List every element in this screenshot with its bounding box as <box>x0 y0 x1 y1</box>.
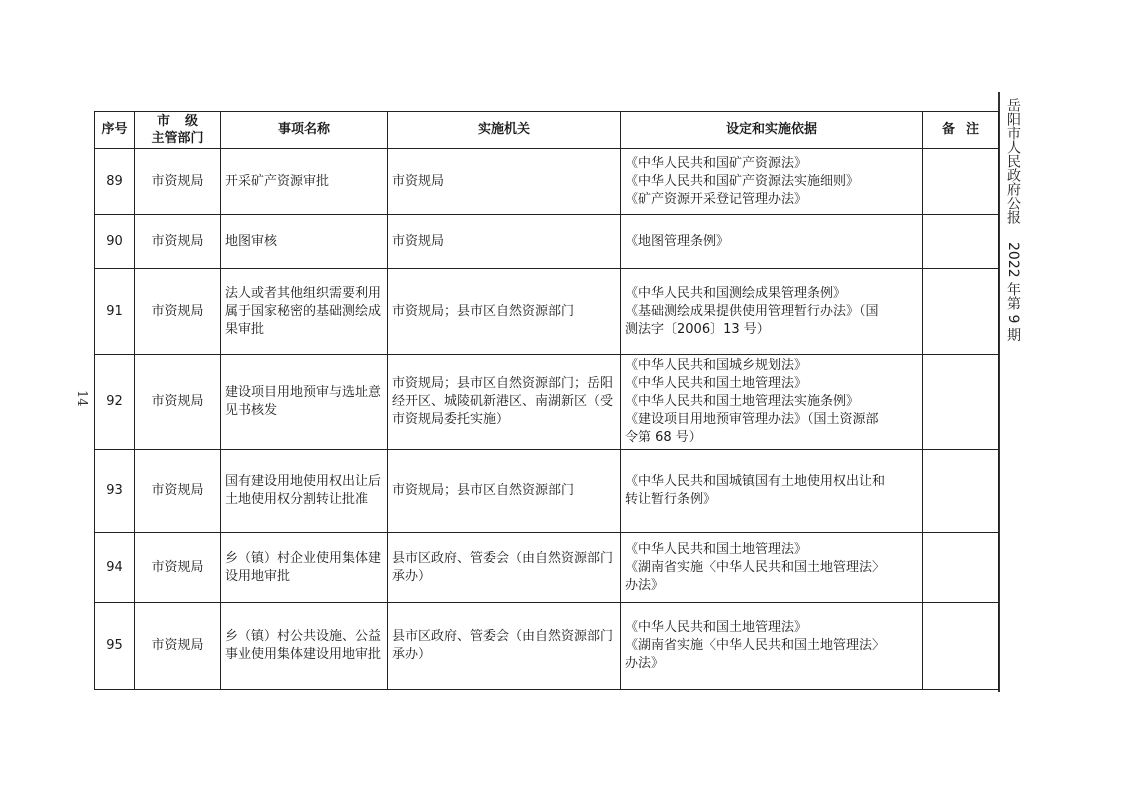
header-seq: 序号 <box>95 112 135 149</box>
header-basis: 设定和实施依据 <box>621 112 923 149</box>
row-item-name: 地图审核 <box>221 215 388 269</box>
row-basis <box>621 533 923 603</box>
publication-title: 岳阳市人民政府公报 <box>1005 98 1021 224</box>
row-number: 90 <box>95 215 135 269</box>
row-item-name: 开采矿产资源审批 <box>221 149 388 215</box>
basis-line: 《中华人民共和国测绘成果管理条例》 <box>625 285 847 301</box>
basis-line: 《基础测绘成果提供使用管理暂行办法》（国 <box>625 303 879 319</box>
row-dept: 市资规局 <box>135 355 221 450</box>
row-remarks <box>923 355 999 450</box>
row-basis <box>621 149 923 215</box>
table-row <box>95 533 999 603</box>
row-dept: 市资规局 <box>135 149 221 215</box>
basis-line: 《中华人民共和国土地管理法》 <box>625 376 808 391</box>
basis-line: 《中华人民共和国土地管理法实施条例》 <box>625 394 860 409</box>
row-number: 94 <box>95 533 135 603</box>
basis-line: 《中华人民共和国城乡规划法》 <box>625 358 808 373</box>
basis-line: 令第 68 号） <box>625 430 702 445</box>
row-remarks <box>923 269 999 355</box>
table-row <box>95 149 999 215</box>
row-agency: 县市区政府、管委会（由自然资源部门承办） <box>388 533 621 603</box>
basis-line: 《中华人民共和国矿产资源法》 <box>625 155 808 171</box>
basis-line: 《中华人民共和国矿产资源法实施细则》 <box>625 173 860 189</box>
row-item-name: 法人或者其他组织需要利用属于国家秘密的基础测绘成果审批 <box>221 269 388 355</box>
row-basis <box>621 603 923 690</box>
header-item: 事项名称 <box>221 112 388 149</box>
row-item-name: 国有建设用地使用权出让后土地使用权分割转让批准 <box>221 450 388 533</box>
row-basis <box>621 355 923 450</box>
row-agency: 市资规局；县市区自然资源部门；岳阳经开区、城陵矶新港区、南湖新区（受市资规局委托实施） <box>388 355 621 450</box>
table-header-row <box>95 112 999 149</box>
row-dept: 市资规局 <box>135 603 221 690</box>
basis-line: 办法》 <box>625 656 665 671</box>
header-remarks-char-1: 备 <box>941 122 955 137</box>
row-remarks <box>923 215 999 269</box>
basis-line: 《湖南省实施〈中华人民共和国土地管理法〉 <box>625 638 886 653</box>
row-agency: 市资规局；县市区自然资源部门 <box>388 450 621 533</box>
basis-line: 《中华人民共和国城镇国有土地使用权出让和 <box>625 474 886 489</box>
basis-line: 转让暂行条例》 <box>625 492 717 507</box>
row-basis <box>621 269 923 355</box>
row-dept: 市资规局 <box>135 450 221 533</box>
row-remarks <box>923 533 999 603</box>
row-remarks <box>923 603 999 690</box>
page-number: 14 <box>74 390 89 407</box>
basis-line: 《中华人民共和国土地管理法》 <box>625 620 808 635</box>
header-agency: 实施机关 <box>388 112 621 149</box>
running-header <box>1004 98 1022 342</box>
table-row <box>95 215 999 269</box>
issue-label: 2022 年第 9 期 <box>1005 242 1021 342</box>
row-number: 95 <box>95 603 135 690</box>
row-remarks <box>923 149 999 215</box>
header-dept-line2: 主管部门 <box>151 131 204 146</box>
basis-line: 《湖南省实施〈中华人民共和国土地管理法〉 <box>625 559 886 575</box>
row-basis <box>621 450 923 533</box>
row-agency: 市资规局 <box>388 215 621 269</box>
table-row <box>95 450 999 533</box>
row-item-name: 乡（镇）村企业使用集体建设用地审批 <box>221 533 388 603</box>
basis-line: 《地图管理条例》 <box>625 233 730 249</box>
basis-line: 《建设项目用地预审管理办法》（国土资源部 <box>625 412 879 427</box>
row-number: 91 <box>95 269 135 355</box>
row-agency: 市资规局 <box>388 149 621 215</box>
table-row <box>95 355 999 450</box>
row-agency: 市资规局；县市区自然资源部门 <box>388 269 621 355</box>
header-remarks-char-2: 注 <box>965 122 979 137</box>
header-dept-char-2: 级 <box>184 114 198 129</box>
basis-line: 《矿产资源开采登记管理办法》 <box>625 191 808 207</box>
basis-line: 办法》 <box>625 577 665 593</box>
header-dept <box>135 112 221 149</box>
row-number: 89 <box>95 149 135 215</box>
row-dept: 市资规局 <box>135 533 221 603</box>
row-item-name: 建设项目用地预审与选址意见书核发 <box>221 355 388 450</box>
row-item-name: 乡（镇）村公共设施、公益事业使用集体建设用地审批 <box>221 603 388 690</box>
row-remarks <box>923 450 999 533</box>
header-dept-char-1: 市 <box>156 114 170 129</box>
row-number: 93 <box>95 450 135 533</box>
row-agency: 县市区政府、管委会（由自然资源部门承办） <box>388 603 621 690</box>
approval-items-table <box>94 111 999 690</box>
table-row <box>95 603 999 690</box>
header-remarks <box>923 112 999 149</box>
row-number: 92 <box>95 355 135 450</box>
row-basis <box>621 215 923 269</box>
table-row <box>95 269 999 355</box>
basis-line: 《中华人民共和国土地管理法》 <box>625 541 808 557</box>
basis-line: 测法字〔2006〕13 号） <box>625 321 770 337</box>
row-dept: 市资规局 <box>135 269 221 355</box>
row-dept: 市资规局 <box>135 215 221 269</box>
